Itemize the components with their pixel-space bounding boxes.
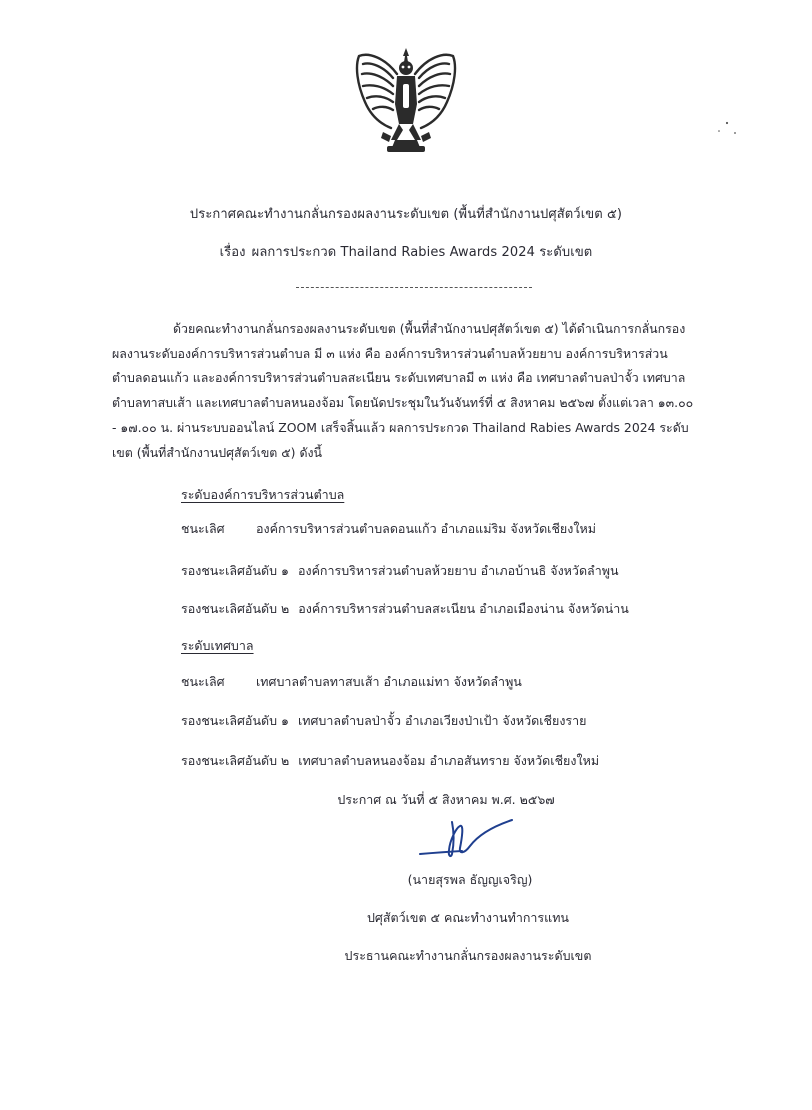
title-divider [296, 287, 532, 288]
body-line: - ๑๗.๐๐ น. ผ่านระบบออนไลน์ ZOOM เสร็จสิ้นแล้ว ผลการประกวด Thailand Rabies Awards 2024 ระดับ [112, 419, 689, 435]
award-entity: องค์การบริหารส่วนตำบลห้วยยาบ อำเภอบ้านธิ จังหวัดลำพูน [297, 563, 619, 578]
award-rank: ชนะเลิศ [181, 521, 225, 536]
scan-speck-mark [715, 120, 739, 136]
body-line: ด้วยคณะทำงานกลั่นกรองผลงานระดับเขต (พื้นที่สำนักงานปศุสัตว์เขต ๕) ได้ดำเนินการกลั่นกรอง [173, 321, 686, 336]
body-line: ตำบลทาสบเส้า และเทศบาลตำบลหนองจ้อม โดยนัดประชุมในวันจันทร์ที่ ๕ สิงหาคม ๒๕๖๗ ตั้งแต่เวลา ๑๓.๐๐ [112, 395, 694, 411]
signature-mark [418, 814, 526, 864]
award-rank: รองชนะเลิศอันดับ ๒ [181, 753, 290, 768]
section-title-municipality: ระดับเทศบาล [181, 638, 254, 653]
award-item [181, 751, 599, 771]
body-paragraph [112, 317, 766, 465]
signatory-position: ประธานคณะทำงานกลั่นกรองผลงานระดับเขต [344, 948, 592, 963]
subject-text: ผลการประกวด Thailand Rabies Awards 2024 ระดับเขต [251, 245, 593, 260]
body-line: ผลงานระดับองค์การบริหารส่วนตำบล มี ๓ แห่ง คือ องค์การบริหารส่วนตำบลห้วยยาบ องค์การบริหารส่วน [112, 345, 668, 361]
award-entity: เทศบาลตำบลป่าจั้ว อำเภอเวียงป่าเป้า จังหวัดเชียงราย [297, 713, 587, 728]
award-entity: เทศบาลตำบลหนองจ้อม อำเภอสันทราย จังหวัดเชียงใหม่ [298, 753, 600, 768]
award-item [181, 599, 629, 619]
announcement-date: ประกาศ ณ วันที่ ๕ สิงหาคม พ.ศ. ๒๕๖๗ [337, 792, 555, 807]
award-item [181, 519, 596, 539]
award-entity: เทศบาลตำบลทาสบเส้า อำเภอแม่ทา จังหวัดลำพูน [256, 674, 522, 689]
body-line: ตำบลดอนแก้ว และองค์การบริหารส่วนตำบลสะเนียน ระดับเทศบาลมี ๓ แห่ง คือ เทศบาลตำบลป่าจั้ว เทศบาล [112, 370, 686, 386]
signatory-name: (นายสุรพล ธัญญเจริญ) [407, 872, 533, 887]
award-rank: รองชนะเลิศอันดับ ๑ [181, 563, 289, 578]
garuda-emblem-icon [347, 44, 465, 156]
award-item [181, 561, 619, 581]
award-entity: องค์การบริหารส่วนตำบลสะเนียน อำเภอเมืองน่าน จังหวัดน่าน [298, 601, 629, 616]
award-item [181, 711, 586, 731]
section-title-sao: ระดับองค์การบริหารส่วนตำบล [181, 487, 345, 502]
award-rank: รองชนะเลิศอันดับ ๑ [181, 713, 289, 728]
award-rank: รองชนะเลิศอันดับ ๒ [181, 601, 290, 616]
subject-label: เรื่อง [219, 245, 246, 260]
announcement-title: ประกาศคณะทำงานกลั่นกรองผลงานระดับเขต (พื้นที่สำนักงานปศุสัตว์เขต ๕) [189, 207, 623, 222]
award-entity: องค์การบริหารส่วนตำบลดอนแก้ว อำเภอแม่ริม จังหวัดเชียงใหม่ [256, 521, 596, 536]
signatory-position: ปศุสัตว์เขต ๕ คณะทำงานทำการแทน [367, 910, 569, 925]
award-rank: ชนะเลิศ [181, 674, 225, 689]
award-item [181, 672, 522, 692]
body-line: เขต (พื้นที่สำนักงานปศุสัตว์เขต ๕) ดังนี้ [112, 444, 323, 460]
announcement-subject [0, 241, 812, 262]
